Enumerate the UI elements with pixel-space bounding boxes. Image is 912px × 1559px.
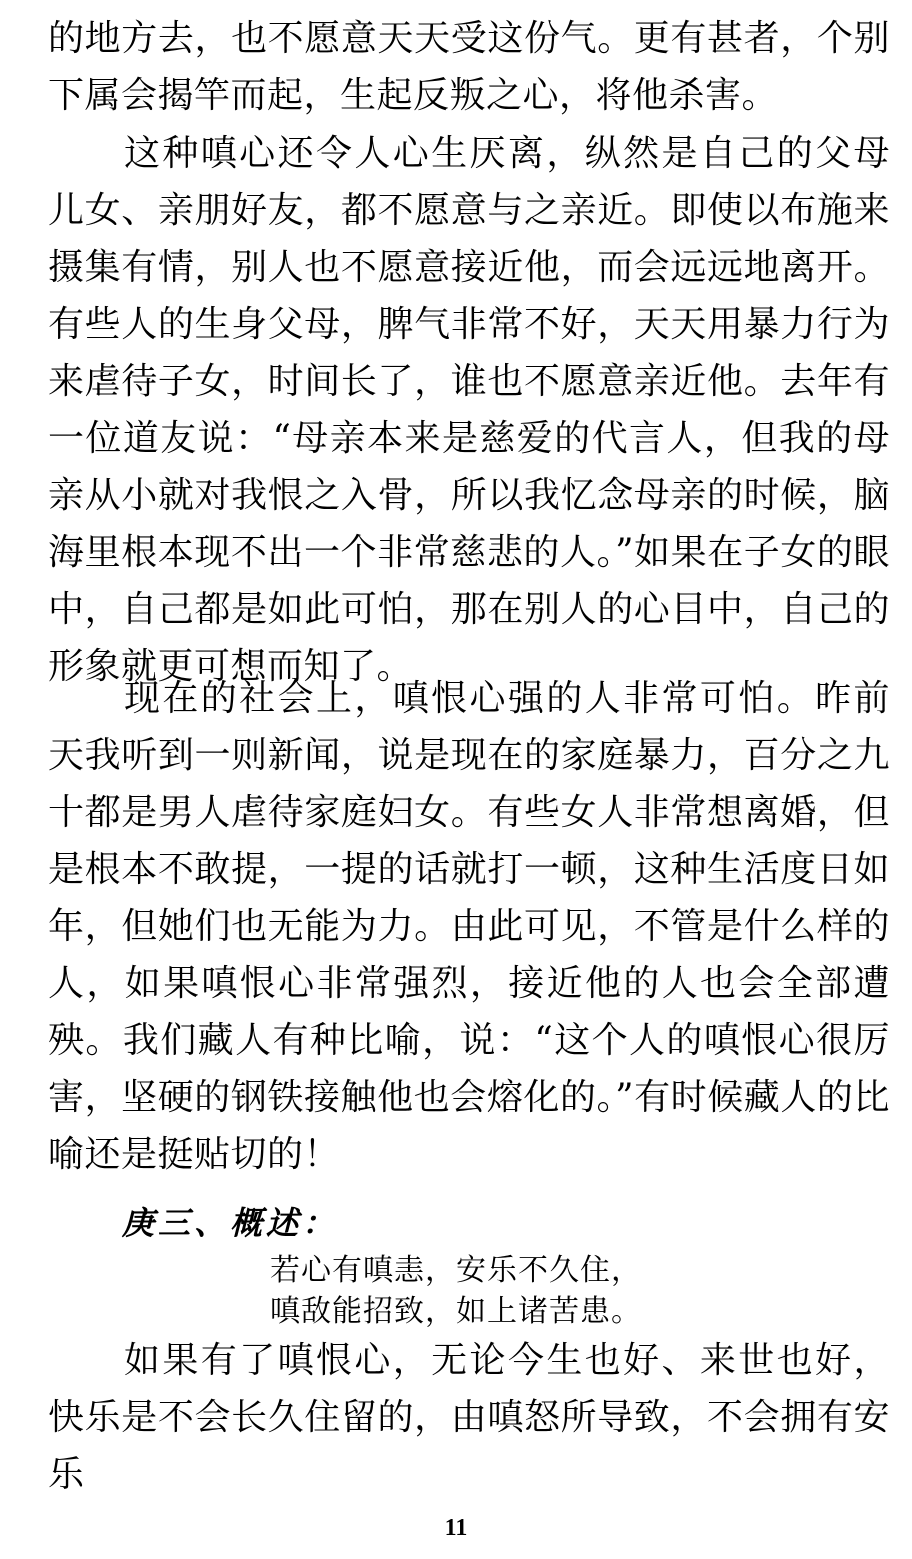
paragraph-continued: 的地方去，也不愿意天天受这份气。更有甚者，个别下属会揭竿而起，生起反叛之心，将他杀害。	[48, 18, 890, 116]
page-number: 11	[444, 1515, 468, 1541]
closing-paragraph: 如果有了嗔恨心，无论今生也好、来世也好，快乐是不会长久住留的，由嗔怒所导致，不会拥有安乐	[48, 1340, 890, 1495]
verse-line-2: 嗔敌能招致，如上诸苦患。	[270, 1294, 642, 1329]
verse-line-1: 若心有嗔恚，安乐不久住，	[270, 1253, 642, 1288]
paragraph-anger-causes-aversion: 这种嗔心还令人心生厌离，纵然是自己的父母儿女、亲朋好友，都不愿意与之亲近。即使以布施来摄集有情，别人也不愿意接近他，而会远远地离开。有些人的生身父母，脾气非常不好，天天用暴力行为来虐待子女，时间长了，谁也不愿意亲近他。去年有一位道友说：“母亲本来是慈爱的代言人，但我的母亲从小就对我恨之入骨，所以我忆念母亲的时候，脑海里根本现不出一个非常慈悲的人。”如果在子女的眼中，自己都是如此可怕，那在别人的心目中，自己的形象就更可想而知了。	[48, 133, 890, 687]
section-heading: 庚三、概述：	[122, 1204, 339, 1242]
paragraph-domestic-violence: 现在的社会上，嗔恨心强的人非常可怕。昨前天我听到一则新闻，说是现在的家庭暴力，百分之九十都是男人虐待家庭妇女。有些女人非常想离婚，但是根本不敢提，一提的话就打一顿，这种生活度日如年，但她们也无能为力。由此可见，不管是什么样的人，如果嗔恨心非常强烈，接近他的人也会全部遭殃。我们藏人有种比喻，说：“这个人的嗔恨心很厉害，坚硬的钢铁接触他也会熔化的。”有时候藏人的比喻还是挺贴切的！	[48, 678, 890, 1175]
